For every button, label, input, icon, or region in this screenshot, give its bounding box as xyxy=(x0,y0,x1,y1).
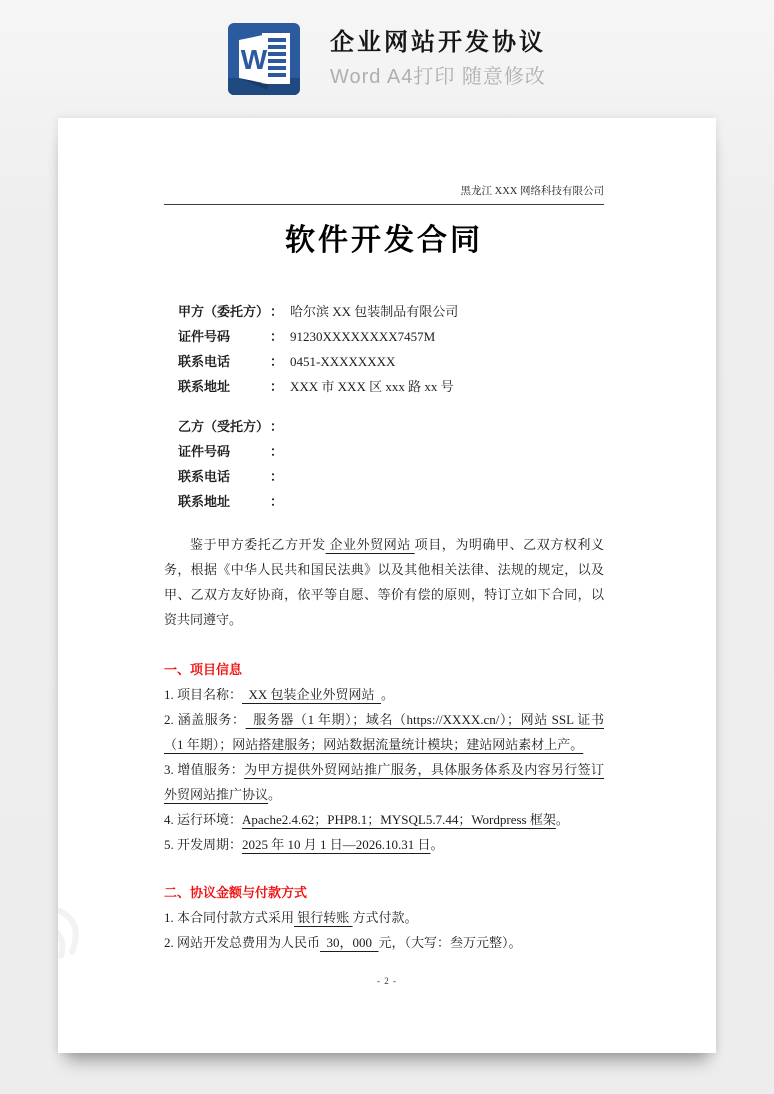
field-value: 91230XXXXXXXX7457M xyxy=(290,329,436,344)
item-underlined-value: XX 包装企业外贸网站 xyxy=(242,687,382,702)
field-colon: ： xyxy=(270,469,284,484)
contract-item xyxy=(164,832,604,857)
doc-header xyxy=(164,118,604,205)
party-row xyxy=(164,418,604,435)
item-text: 4. 运行环境： xyxy=(164,812,243,827)
field-label: 乙方（受托方） xyxy=(178,419,270,434)
field-label: 联系地址 xyxy=(178,494,231,509)
item-text: 。 xyxy=(555,812,569,827)
item-text: 1. 本合同付款方式采用 xyxy=(164,910,295,925)
section-heading-payment: 二、协议金额与付款方式 xyxy=(164,885,308,900)
intro-underlined-value: 企业外贸网站 xyxy=(325,537,415,552)
field-label: 联系电话 xyxy=(178,469,231,484)
field-colon: ： xyxy=(270,354,284,369)
item-text: 元，（大写：叁万元整）。 xyxy=(378,935,522,950)
item-text: 。 xyxy=(268,787,282,802)
field-colon: ： xyxy=(270,304,284,319)
contract-item xyxy=(164,905,604,930)
field-colon: ： xyxy=(270,444,284,459)
intro-text: 项目，为明确甲、乙双方权利义务，根据《中华人民共和国民法典》以及其他相关法律、法规的规定，以及甲、乙双方友好协商，依平等自愿、等价有偿的原则，特订立如下合同，以资共同遵守。 xyxy=(164,537,604,627)
field-colon: ： xyxy=(270,329,284,344)
svg-text:W: W xyxy=(240,44,268,75)
field-label: 联系电话 xyxy=(178,354,231,369)
party-row xyxy=(164,353,604,370)
field-label: 甲方（委托方） xyxy=(178,304,270,319)
item-text: 。 xyxy=(381,687,395,702)
banner-subtitle: Word A4打印 随意修改 xyxy=(330,66,546,88)
word-icon-graphic xyxy=(228,23,300,95)
item-text: 2. 网站开发总费用为人民币 xyxy=(164,935,321,950)
item-text: 方式付款。 xyxy=(352,910,418,925)
field-value: 哈尔滨 XX 包装制品有限公司 xyxy=(290,304,459,319)
intro-text: 鉴于甲方委托乙方开发 xyxy=(190,537,326,552)
intro-paragraph xyxy=(164,532,604,632)
party-row xyxy=(164,443,604,460)
field-label: 证件号码 xyxy=(178,444,231,459)
section-heading-project-info: 一、项目信息 xyxy=(164,662,243,677)
party-row xyxy=(164,493,604,510)
banner-title: 企业网站开发协议 xyxy=(330,29,546,56)
field-colon: ： xyxy=(270,419,284,434)
document-content xyxy=(58,118,716,1053)
party-b-block xyxy=(164,418,604,510)
contract-item xyxy=(164,757,604,807)
field-colon: ： xyxy=(270,379,284,394)
page-number: - 2 - xyxy=(377,976,397,986)
contract-item xyxy=(164,930,604,955)
field-label: 联系地址 xyxy=(178,379,231,394)
item-underlined-value: 银行转账 xyxy=(294,910,353,925)
item-underlined-value: 服务器（1 年期）；域名（https://XXXX.cn/）；网站 SSL 证书（1 年期）；网站搭建服务；网站数据流量统计模块；建站网站素材上产。 xyxy=(164,712,604,752)
item-text: 5. 开发周期： xyxy=(164,837,243,852)
item-text: 2. 涵盖服务： xyxy=(164,712,246,727)
item-text: 3. 增值服务： xyxy=(164,762,245,777)
doc-header-company: 黑龙江 XXX 网络科技有限公司 xyxy=(460,186,604,197)
item-underlined-value: Apache2.4.62；PHP8.1；MYSQL5.7.44；Wordpress 框架 xyxy=(242,812,556,827)
field-colon: ： xyxy=(270,494,284,509)
banner xyxy=(0,0,774,118)
item-text: 。 xyxy=(430,837,444,852)
item-underlined-value: 30，000 xyxy=(320,935,379,950)
item-text: 1. 项目名称： xyxy=(164,687,243,702)
contract-item xyxy=(164,807,604,832)
field-value: 0451-XXXXXXXX xyxy=(290,354,396,369)
party-row xyxy=(164,468,604,485)
party-a-block xyxy=(164,303,604,395)
contract-item xyxy=(164,707,604,757)
contract-item xyxy=(164,682,604,707)
word-icon xyxy=(228,23,300,95)
party-row xyxy=(164,378,604,395)
item-underlined-value: 2025 年 10 月 1 日—2026.10.31 日 xyxy=(242,837,431,852)
banner-text xyxy=(330,30,546,88)
field-label: 证件号码 xyxy=(178,329,231,344)
document-page xyxy=(58,118,716,1053)
field-value: XXX 市 XXX 区 xxx 路 xx 号 xyxy=(290,379,454,394)
party-row xyxy=(164,303,604,320)
doc-title: 软件开发合同 xyxy=(285,224,483,257)
party-row xyxy=(164,328,604,345)
item-underlined-value: 为甲方提供外贸网站推广服务，具体服务体系及内容另行签订外贸网站推广协议 xyxy=(164,762,604,802)
